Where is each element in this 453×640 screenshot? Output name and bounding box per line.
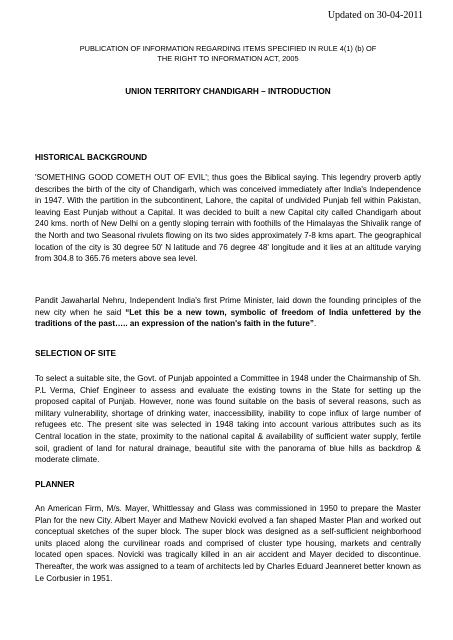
publication-header — [35, 44, 421, 64]
heading-historical-background: HISTORICAL BACKGROUND — [35, 153, 148, 162]
nehru-quote: “Let this be a new town, symbolic of freedom of India unfettered by the traditions of the past….. an expression of the nation's faith in the future” — [35, 307, 422, 329]
nehru-intro-text: Pandit Jawaharlal Nehru, Independent India's first Prime Minister, laid down the founding principles of the new city when he said — [35, 296, 421, 317]
updated-date: Updated on 30-04-2011 — [327, 10, 423, 21]
paragraph-planner: An American Firm, M/s. Mayer, Whittlessay and Glass was commissioned in 1950 to prepare the Master Plan for the new City. Albert Mayer and Mathew Novicki evolved a fan shaped Master Plan and worked out conceptual sketches of the super block. The super block was designed as a self-sufficient neighborhood units placed along the curvilinear roads and comprised of cluster type housing, markets and centrally located open spaces. Novicki was tragically killed in an air accident and Mayer decided to discontinue. Thereafter, the work was assigned to a team of architects led by Charles Eduard Jeanneret better known as Le Corbusier in 1951. — [35, 504, 421, 583]
nehru-quote-end: . — [313, 319, 317, 329]
paragraph-selection-of-site: To select a suitable site, the Govt. of Punjab appointed a Committee in 1948 under the Chairmanship of Sh. P.L Verma, Chief Engineer to assess and evaluate the existing towns in the State for setting up the proposed capital of Punjab. However, none was found suitable on the basis of several reasons, such as military vulnerability, shortage of drinking water, inaccessibility, inability to cope influx of large number of refugees etc. The present site was selected in 1948 taking into account various attributes such as its Central location in the state, proximity to the national capital & availability of sufficient water supply, fertile soil, gradient of land for natural drainage, beautiful site with the panorama of blue hills as backdrop & moderate climate. — [35, 374, 421, 465]
heading-planner: PLANNER — [35, 480, 75, 489]
paragraph-historical-2 — [35, 295, 421, 330]
heading-selection-of-site: SELECTION OF SITE — [35, 349, 116, 358]
paragraph-historical-1: 'SOMETHING GOOD COMETH OUT OF EVIL'; thus goes the Biblical saying. This legendry proverb aptly describes the birth of the city of Chandigarh, which was conceived immediately after India's Independence in 1947. With the partition in the subcontinent, Lahore, the capital of undivided Punjab fell within Pakistan, leaving East Punjab without a Capital. It was decided to built a new Capital city called Chandigarh about 240 kms. north of New Delhi on a gently sloping terrain with foothills of the Himalayas the Shivalik range of the North and two Seasonal rivulets flowing on its two sides approximately 7-8 kms apart. The geographical location of the city is 30 degree 50' N latitude and 76 degree 48' longitude and it lies at an altitude varying from 304.8 to 365.76 meters above sea level. — [35, 173, 421, 264]
publication-line-1: PUBLICATION OF INFORMATION REGARDING ITEMS SPECIFIED IN RULE 4(1) (b) OF — [79, 44, 377, 53]
page-title: UNION TERRITORY CHANDIGARH – INTRODUCTION — [125, 87, 331, 96]
publication-line-2: THE RIGHT TO INFORMATION ACT, 2005 — [157, 54, 299, 63]
